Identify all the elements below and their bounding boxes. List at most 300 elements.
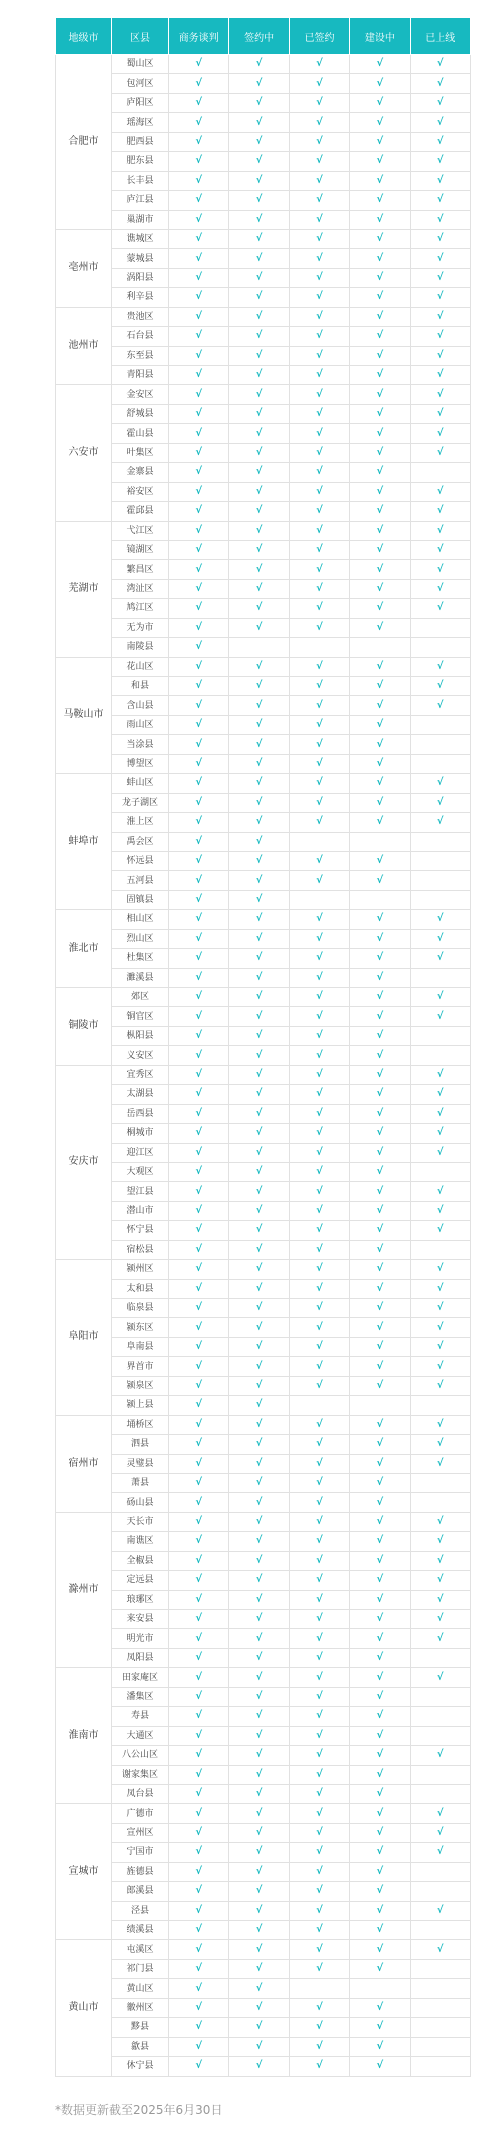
check-icon: √ [350,1221,410,1240]
district-cell: 田家庵区 [112,1668,169,1687]
check-icon: √ [169,327,229,346]
district-cell: 潜山市 [112,1201,169,1220]
district-cell: 谯城区 [112,229,169,248]
check-icon: √ [289,1337,349,1356]
district-cell: 鸠江区 [112,599,169,618]
check-icon: √ [169,832,229,851]
check-icon: √ [289,1201,349,1220]
district-cell: 宣州区 [112,1823,169,1842]
check-icon: √ [229,832,289,851]
district-cell: 太和县 [112,1279,169,1298]
check-icon: √ [350,1026,410,1045]
check-icon: √ [169,74,229,93]
check-icon: √ [350,735,410,754]
check-icon: √ [410,366,470,385]
check-icon: √ [350,229,410,248]
check-icon: √ [410,1143,470,1162]
check-icon: √ [229,1512,289,1531]
check-icon: √ [289,1532,349,1551]
check-icon: √ [289,229,349,248]
check-icon: √ [410,1318,470,1337]
table-body [56,55,471,2077]
check-icon: √ [289,482,349,501]
check-icon: √ [410,1940,470,1959]
table-row [56,968,471,987]
check-icon: √ [169,774,229,793]
check-icon: √ [229,735,289,754]
district-cell: 镜湖区 [112,540,169,559]
check-icon: √ [169,890,229,909]
check-icon: √ [289,1726,349,1745]
table-row [56,1590,471,1609]
check-icon: √ [229,1396,289,1415]
table-row [56,2018,471,2037]
check-icon: √ [289,2057,349,2076]
district-cell: 肥西县 [112,132,169,151]
check-icon: √ [229,774,289,793]
table-row [56,871,471,890]
check-icon: √ [350,1473,410,1492]
district-cell: 郎溪县 [112,1882,169,1901]
check-icon: √ [289,1357,349,1376]
check-icon: √ [229,191,289,210]
check-icon: √ [289,599,349,618]
check-icon: √ [229,1065,289,1084]
check-icon: √ [350,1085,410,1104]
check-icon: √ [350,1882,410,1901]
check-icon: √ [350,1240,410,1259]
check-icon: √ [289,502,349,521]
check-icon: √ [169,1921,229,1940]
check-icon: √ [169,366,229,385]
table-row [56,1376,471,1395]
check-icon: √ [289,1901,349,1920]
check-icon: √ [410,1124,470,1143]
status-cell-empty [350,890,410,909]
check-icon: √ [169,463,229,482]
check-icon: √ [229,1804,289,1823]
check-icon: √ [289,1921,349,1940]
check-icon: √ [229,1998,289,2017]
table-row [56,988,471,1007]
check-icon: √ [289,988,349,1007]
city-cell: 亳州市 [56,229,112,307]
check-icon: √ [289,657,349,676]
district-cell: 大通区 [112,1726,169,1745]
check-icon: √ [289,1648,349,1667]
check-icon: √ [169,2037,229,2056]
check-icon: √ [229,229,289,248]
check-icon: √ [169,1279,229,1298]
status-cell-empty [289,1979,349,1998]
check-icon: √ [350,366,410,385]
check-icon: √ [229,1104,289,1123]
status-cell-empty [410,1765,470,1784]
check-icon: √ [410,1337,470,1356]
status-cell-empty [350,1979,410,1998]
check-icon: √ [350,210,410,229]
check-icon: √ [169,307,229,326]
check-icon: √ [289,1473,349,1492]
check-icon: √ [229,618,289,637]
table-row [56,268,471,287]
table-row [56,132,471,151]
check-icon: √ [169,1590,229,1609]
check-icon: √ [350,1590,410,1609]
check-icon: √ [350,1279,410,1298]
table-row [56,1473,471,1492]
check-icon: √ [410,579,470,598]
status-cell-empty [350,1396,410,1415]
check-icon: √ [229,677,289,696]
check-icon: √ [169,1571,229,1590]
city-cell: 宿州市 [56,1415,112,1512]
check-icon: √ [229,1765,289,1784]
check-icon: √ [229,754,289,773]
check-icon: √ [169,871,229,890]
check-icon: √ [289,1493,349,1512]
check-icon: √ [410,1571,470,1590]
table-row [56,113,471,132]
table-row [56,1512,471,1531]
check-icon: √ [169,385,229,404]
table-header [56,18,471,55]
check-icon: √ [169,599,229,618]
check-icon: √ [169,1435,229,1454]
check-icon: √ [289,1026,349,1045]
check-icon: √ [229,152,289,171]
check-icon: √ [169,191,229,210]
check-icon: √ [289,268,349,287]
check-icon: √ [350,715,410,734]
table-row [56,677,471,696]
district-cell: 蜀山区 [112,55,169,74]
district-cell: 岳西县 [112,1104,169,1123]
check-icon: √ [289,385,349,404]
check-icon: √ [169,2018,229,2037]
check-icon: √ [410,1085,470,1104]
district-cell: 裕安区 [112,482,169,501]
status-cell-empty [410,2057,470,2076]
check-icon: √ [169,1007,229,1026]
check-icon: √ [289,1162,349,1181]
check-icon: √ [169,1085,229,1104]
check-icon: √ [350,268,410,287]
table-row [56,1668,471,1687]
check-icon: √ [169,715,229,734]
check-icon: √ [229,55,289,74]
check-icon: √ [350,1784,410,1803]
table-row [56,1046,471,1065]
check-icon: √ [350,249,410,268]
check-icon: √ [169,1979,229,1998]
city-cell: 淮南市 [56,1668,112,1804]
check-icon: √ [229,1162,289,1181]
check-icon: √ [350,1337,410,1356]
check-icon: √ [169,1940,229,1959]
check-icon: √ [410,1435,470,1454]
table-row [56,1299,471,1318]
district-cell: 舒城县 [112,404,169,423]
check-icon: √ [169,346,229,365]
table-row [56,210,471,229]
check-icon: √ [289,404,349,423]
check-icon: √ [229,210,289,229]
district-cell: 长丰县 [112,171,169,190]
check-icon: √ [169,638,229,657]
table-row [56,832,471,851]
district-cell: 金安区 [112,385,169,404]
district-cell: 来安县 [112,1610,169,1629]
table-row [56,1065,471,1084]
check-icon: √ [410,813,470,832]
check-icon: √ [229,696,289,715]
check-icon: √ [350,1804,410,1823]
check-icon: √ [289,774,349,793]
check-icon: √ [289,1240,349,1259]
check-icon: √ [350,2018,410,2037]
check-icon: √ [169,2057,229,2076]
table-row [56,191,471,210]
check-icon: √ [169,1337,229,1356]
city-cell: 池州市 [56,307,112,385]
check-icon: √ [229,1921,289,1940]
district-cell: 祁门县 [112,1959,169,1978]
check-icon: √ [410,404,470,423]
check-icon: √ [410,929,470,948]
check-icon: √ [350,1104,410,1123]
check-icon: √ [289,851,349,870]
check-icon: √ [289,1687,349,1706]
check-icon: √ [229,1823,289,1842]
check-icon: √ [289,210,349,229]
check-icon: √ [169,268,229,287]
check-icon: √ [289,715,349,734]
check-icon: √ [350,1707,410,1726]
check-icon: √ [350,871,410,890]
check-icon: √ [229,2037,289,2056]
check-icon: √ [410,774,470,793]
check-icon: √ [289,929,349,948]
table-row [56,1435,471,1454]
table-row [56,1337,471,1356]
status-cell-empty [289,1396,349,1415]
check-icon: √ [410,1843,470,1862]
check-icon: √ [229,1629,289,1648]
check-icon: √ [229,1707,289,1726]
table-row [56,540,471,559]
check-icon: √ [289,1668,349,1687]
check-icon: √ [229,910,289,929]
check-icon: √ [229,1260,289,1279]
check-icon: √ [289,579,349,598]
check-icon: √ [350,1921,410,1940]
district-cell: 八公山区 [112,1746,169,1765]
check-icon: √ [289,132,349,151]
table-row [56,1104,471,1123]
check-icon: √ [229,463,289,482]
check-icon: √ [289,618,349,637]
check-icon: √ [169,618,229,637]
check-icon: √ [350,1318,410,1337]
check-icon: √ [169,1707,229,1726]
check-icon: √ [350,851,410,870]
table-row [56,1415,471,1434]
check-icon: √ [229,1979,289,1998]
table-row [56,463,471,482]
table-row [56,2057,471,2076]
district-cell: 黟县 [112,2018,169,2037]
table-row [56,890,471,909]
table-row [56,1454,471,1473]
check-icon: √ [289,1765,349,1784]
check-icon: √ [289,1435,349,1454]
district-cell: 金寨县 [112,463,169,482]
city-cell: 宣城市 [56,1804,112,1940]
check-icon: √ [229,1454,289,1473]
status-cell-empty [410,2037,470,2056]
check-icon: √ [229,1337,289,1356]
check-icon: √ [350,1959,410,1978]
district-cell: 无为市 [112,618,169,637]
check-icon: √ [289,1221,349,1240]
check-icon: √ [350,1493,410,1512]
district-cell: 颍州区 [112,1260,169,1279]
check-icon: √ [229,1201,289,1220]
district-cell: 南陵县 [112,638,169,657]
district-cell: 颍泉区 [112,1376,169,1395]
table-row [56,55,471,74]
check-icon: √ [350,1629,410,1648]
check-icon: √ [169,988,229,1007]
table-row [56,482,471,501]
check-icon: √ [289,152,349,171]
check-icon: √ [350,1376,410,1395]
check-icon: √ [410,1415,470,1434]
check-icon: √ [350,1746,410,1765]
header-signing: 签约中 [229,18,289,55]
check-icon: √ [169,910,229,929]
district-cell: 天长市 [112,1512,169,1531]
check-icon: √ [410,93,470,112]
check-icon: √ [289,1046,349,1065]
district-cell: 庐江县 [112,191,169,210]
check-icon: √ [289,910,349,929]
check-icon: √ [289,424,349,443]
check-icon: √ [229,366,289,385]
check-icon: √ [350,1532,410,1551]
check-icon: √ [229,268,289,287]
check-icon: √ [410,55,470,74]
table-row [56,1998,471,2017]
city-cell: 铜陵市 [56,988,112,1066]
check-icon: √ [350,949,410,968]
check-icon: √ [169,1668,229,1687]
district-cell: 相山区 [112,910,169,929]
district-cell: 濉溪县 [112,968,169,987]
district-cell: 泾县 [112,1901,169,1920]
check-icon: √ [229,560,289,579]
check-icon: √ [350,482,410,501]
check-icon: √ [410,521,470,540]
check-icon: √ [169,1862,229,1881]
table-row [56,74,471,93]
check-icon: √ [229,327,289,346]
check-icon: √ [229,1026,289,1045]
district-cell: 砀山县 [112,1493,169,1512]
check-icon: √ [350,1610,410,1629]
city-cell: 六安市 [56,385,112,521]
check-icon: √ [289,677,349,696]
district-cell: 含山县 [112,696,169,715]
check-icon: √ [169,1396,229,1415]
district-cell: 凤台县 [112,1784,169,1803]
check-icon: √ [289,307,349,326]
check-icon: √ [169,249,229,268]
table-row [56,1318,471,1337]
check-icon: √ [410,1299,470,1318]
check-icon: √ [350,657,410,676]
check-icon: √ [289,346,349,365]
table-row [56,910,471,929]
check-icon: √ [229,1124,289,1143]
check-icon: √ [229,424,289,443]
table-row [56,1687,471,1706]
check-icon: √ [229,1882,289,1901]
header-district: 区县 [112,18,169,55]
table-row [56,1532,471,1551]
check-icon: √ [350,1357,410,1376]
district-cell: 全椒县 [112,1551,169,1570]
check-icon: √ [410,1629,470,1648]
status-cell-empty [289,638,349,657]
check-icon: √ [289,93,349,112]
table-row [56,696,471,715]
check-icon: √ [169,851,229,870]
district-cell: 埇桥区 [112,1415,169,1434]
check-icon: √ [229,1532,289,1551]
table-row [56,851,471,870]
check-icon: √ [169,1629,229,1648]
check-icon: √ [169,1104,229,1123]
check-icon: √ [289,735,349,754]
check-icon: √ [410,949,470,968]
check-icon: √ [410,1104,470,1123]
table-row [56,366,471,385]
district-cell: 禹会区 [112,832,169,851]
check-icon: √ [350,1901,410,1920]
check-icon: √ [350,1299,410,1318]
check-icon: √ [410,1668,470,1687]
check-icon: √ [350,463,410,482]
check-icon: √ [350,288,410,307]
table-row [56,443,471,462]
check-icon: √ [350,521,410,540]
district-cell: 屯溪区 [112,1940,169,1959]
check-icon: √ [229,1299,289,1318]
check-icon: √ [169,93,229,112]
district-cell: 南谯区 [112,1532,169,1551]
check-icon: √ [229,171,289,190]
district-cell: 义安区 [112,1046,169,1065]
check-icon: √ [350,910,410,929]
table-row [56,1571,471,1590]
check-icon: √ [289,1804,349,1823]
status-cell-empty [410,1998,470,2017]
check-icon: √ [289,74,349,93]
check-icon: √ [289,1610,349,1629]
status-cell-empty [410,1396,470,1415]
